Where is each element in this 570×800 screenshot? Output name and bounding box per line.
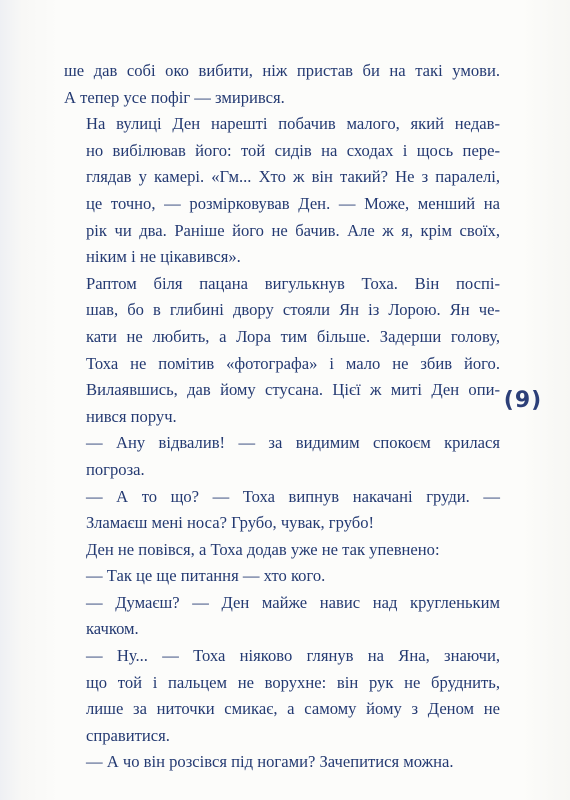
text-line: — Ну... — Тоха ніяково глянув на Яна, знаючи, <box>86 646 500 666</box>
paragraph-9 <box>64 643 500 749</box>
text-line: На вулиці Ден нарешті побачив малого, який недав- <box>86 114 500 134</box>
page-number: (9) <box>503 388 543 413</box>
paragraph-3 <box>64 271 500 431</box>
paragraph-7 <box>64 563 500 590</box>
text-line: справитися. <box>86 725 170 745</box>
page-text <box>64 58 500 776</box>
text-line: качком. <box>86 619 139 639</box>
text-line: ніким і не цікавився». <box>86 247 241 267</box>
text-line: Зламаєш мені носа? Грубо, чувак, грубо! <box>86 513 375 533</box>
text-line: Ден не повівся, а Тоха додав уже не так упевнено: <box>86 539 440 559</box>
text-line: кати не любить, а Лора тим більше. Задерши голову, <box>86 326 500 346</box>
text-line: — А то що? — Тоха випнув накачані груди. — <box>86 486 500 506</box>
paragraph-6 <box>64 537 500 564</box>
text-line: Вилаявшись, дав йому стусана. Цієї ж миті Ден опи- <box>86 380 500 400</box>
text-line: шав, бо в глибині двору стояли Ян із Лорою. Ян че- <box>86 300 500 320</box>
text-line: нився поруч. <box>86 406 177 426</box>
paragraph-4 <box>64 430 500 483</box>
text-line: погроза. <box>86 459 145 479</box>
text-line: но вибілював його: той сидів на сходах і щось пере- <box>86 140 500 160</box>
paragraph-10 <box>64 749 500 776</box>
text-line: глядав у камері. «Гм... Хто ж він такий? Не з паралелі, <box>86 167 500 187</box>
paragraph-1 <box>64 58 500 111</box>
paragraph-5 <box>64 484 500 537</box>
text-line: лише за ниточки смикає, а самому йому з Деном не <box>86 699 500 719</box>
text-line: А тепер усе пофіг — змирився. <box>64 87 285 107</box>
paragraph-8 <box>64 590 500 643</box>
text-line: ше дав собі око вибити, ніж пристав би на такі умови. <box>64 61 500 80</box>
text-line: Тоха не помітив «фотографа» і мало не збив його. <box>86 353 500 373</box>
text-line: — Думаєш? — Ден майже навис над кругленьким <box>86 592 500 612</box>
text-line: — Ану відвалив! — за видимим спокоєм крилася <box>86 433 500 453</box>
text-line: — Так це ще питання — хто кого. <box>86 566 326 586</box>
text-line: Раптом біля пацана вигулькнув Тоха. Він поспі- <box>86 273 500 293</box>
paragraph-2 <box>64 111 500 271</box>
text-line: — А чо він розсівся під ногами? Зачепитися можна. <box>86 752 454 772</box>
text-line: це точно, — розмірковував Ден. — Може, менший на <box>86 193 500 213</box>
text-line: рік чи два. Раніше його не бачив. Але ж я, крім своїх, <box>86 220 500 240</box>
text-line: що той і пальцем не ворухне: він рук не бруднить, <box>86 672 500 692</box>
